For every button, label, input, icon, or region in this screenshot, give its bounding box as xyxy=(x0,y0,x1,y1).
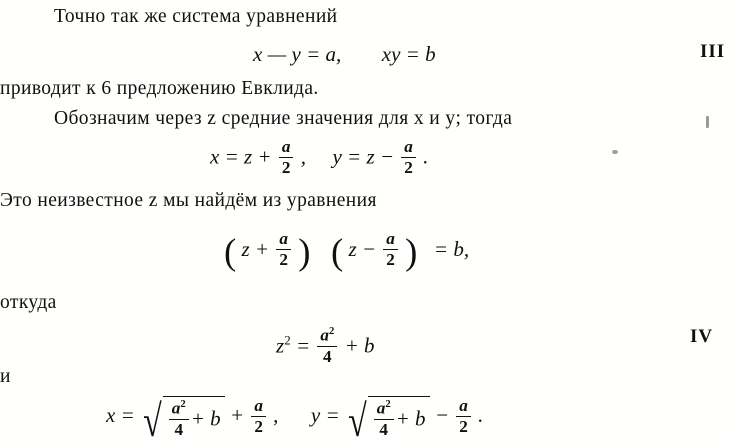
fraction-denominator: 2 xyxy=(459,416,468,436)
fraction-denominator: 2 xyxy=(281,158,291,178)
paragraph-line-1: Точно так же система уравнений xyxy=(54,6,338,27)
page-mark xyxy=(706,116,709,128)
equation-5-minus: − xyxy=(434,403,449,428)
fraction-denominator: 2 xyxy=(254,416,263,436)
fraction-denominator: 2 xyxy=(404,158,413,178)
radical-sign: √ xyxy=(348,396,367,446)
equation-1-left: x — y = a, xyxy=(253,42,342,66)
numerator-exponent: 2 xyxy=(328,325,335,337)
fraction-a-over-2-fifth xyxy=(251,397,266,436)
paragraph-line-4: Это неизвестное z мы найдём из уравнения xyxy=(0,190,377,211)
equation-2-y-head: y = z − xyxy=(332,144,395,169)
equation-4-tail: + b xyxy=(344,333,375,358)
equation-5-period: . xyxy=(478,403,484,428)
fraction-denominator: 2 xyxy=(386,250,395,270)
equation-number-iv: IV xyxy=(690,326,714,347)
radical-sign: √ xyxy=(143,396,162,446)
fraction-a-over-2-sixth xyxy=(456,397,471,436)
equation-3 xyxy=(224,230,469,273)
numerator-a: a xyxy=(376,398,386,418)
equation-5-comma: , xyxy=(273,403,279,428)
radical-second xyxy=(345,396,430,446)
fraction-a-squared-over-4 xyxy=(374,399,394,439)
fraction-numerator: a xyxy=(401,138,416,158)
radical-first xyxy=(140,396,225,446)
equation-2-period: . xyxy=(423,144,429,169)
fraction-numerator: a xyxy=(276,230,291,250)
fraction-a-over-2-fourth xyxy=(383,230,398,269)
fraction-a-squared-over-4 xyxy=(317,326,337,366)
fraction-denominator: 4 xyxy=(323,346,332,366)
paragraph-line-6: и xyxy=(0,366,11,387)
equation-5 xyxy=(106,395,484,446)
fraction-denominator: 4 xyxy=(174,419,184,439)
fraction-numerator xyxy=(169,399,189,420)
left-paren-1: ( xyxy=(224,231,237,272)
equation-1 xyxy=(253,42,436,67)
equation-2-x-head: x = z + xyxy=(210,144,272,169)
page-speck xyxy=(612,150,618,154)
radicand-tail: + b xyxy=(395,406,426,431)
fraction-numerator xyxy=(374,399,394,420)
fraction-a-squared-over-4 xyxy=(169,399,189,439)
paragraph-line-3 xyxy=(54,108,512,130)
paragraph-line-5-text: откуда xyxy=(0,292,57,313)
equation-number-iii: III xyxy=(700,41,726,62)
equation-1-right: xy = b xyxy=(381,42,436,66)
paragraph-line-2: приводит к 6 предложению Евклида. xyxy=(0,78,319,99)
paragraph-line-3-text: Обозначим через z средние значения для x и y; тогда xyxy=(54,108,513,129)
equation-3-z-plus: z + xyxy=(241,236,270,261)
fraction-numerator: a xyxy=(251,397,266,417)
numerator-exponent: 2 xyxy=(180,398,186,410)
fraction-numerator: a xyxy=(456,397,471,417)
equation-3-z-minus: z − xyxy=(348,236,377,261)
fraction-a-over-2-second xyxy=(401,138,416,177)
equation-3-tail: = b, xyxy=(433,236,470,261)
numerator-exponent: 2 xyxy=(385,398,391,410)
left-paren-2: ( xyxy=(330,231,344,272)
equation-5-x-head: x = xyxy=(106,403,135,428)
equation-2 xyxy=(210,138,428,177)
fraction-numerator: a xyxy=(279,138,294,158)
exponent-two: 2 xyxy=(284,332,291,348)
equation-5-plus: + xyxy=(229,403,245,428)
radicand-tail: + b xyxy=(190,406,221,431)
equation-2-comma: , xyxy=(300,144,306,169)
fraction-denominator: 2 xyxy=(279,250,288,270)
radicand xyxy=(163,396,225,439)
right-paren-2: ) xyxy=(405,231,418,272)
radicand xyxy=(368,396,430,439)
equation-4-z: z xyxy=(276,333,285,358)
numerator-a: a xyxy=(171,398,181,418)
paragraph-line-5 xyxy=(0,292,57,314)
equation-4-equals: = xyxy=(295,333,311,358)
equation-5-y-head: y = xyxy=(310,403,340,428)
fraction-denominator: 4 xyxy=(379,419,388,439)
fraction-a-over-2-third xyxy=(276,230,291,269)
fraction-numerator xyxy=(317,326,337,347)
fraction-a-over-2-first xyxy=(279,138,294,177)
numerator-a: a xyxy=(320,325,329,345)
right-paren-1: ) xyxy=(298,231,311,272)
equation-4 xyxy=(276,326,374,366)
fraction-numerator: a xyxy=(383,230,398,250)
